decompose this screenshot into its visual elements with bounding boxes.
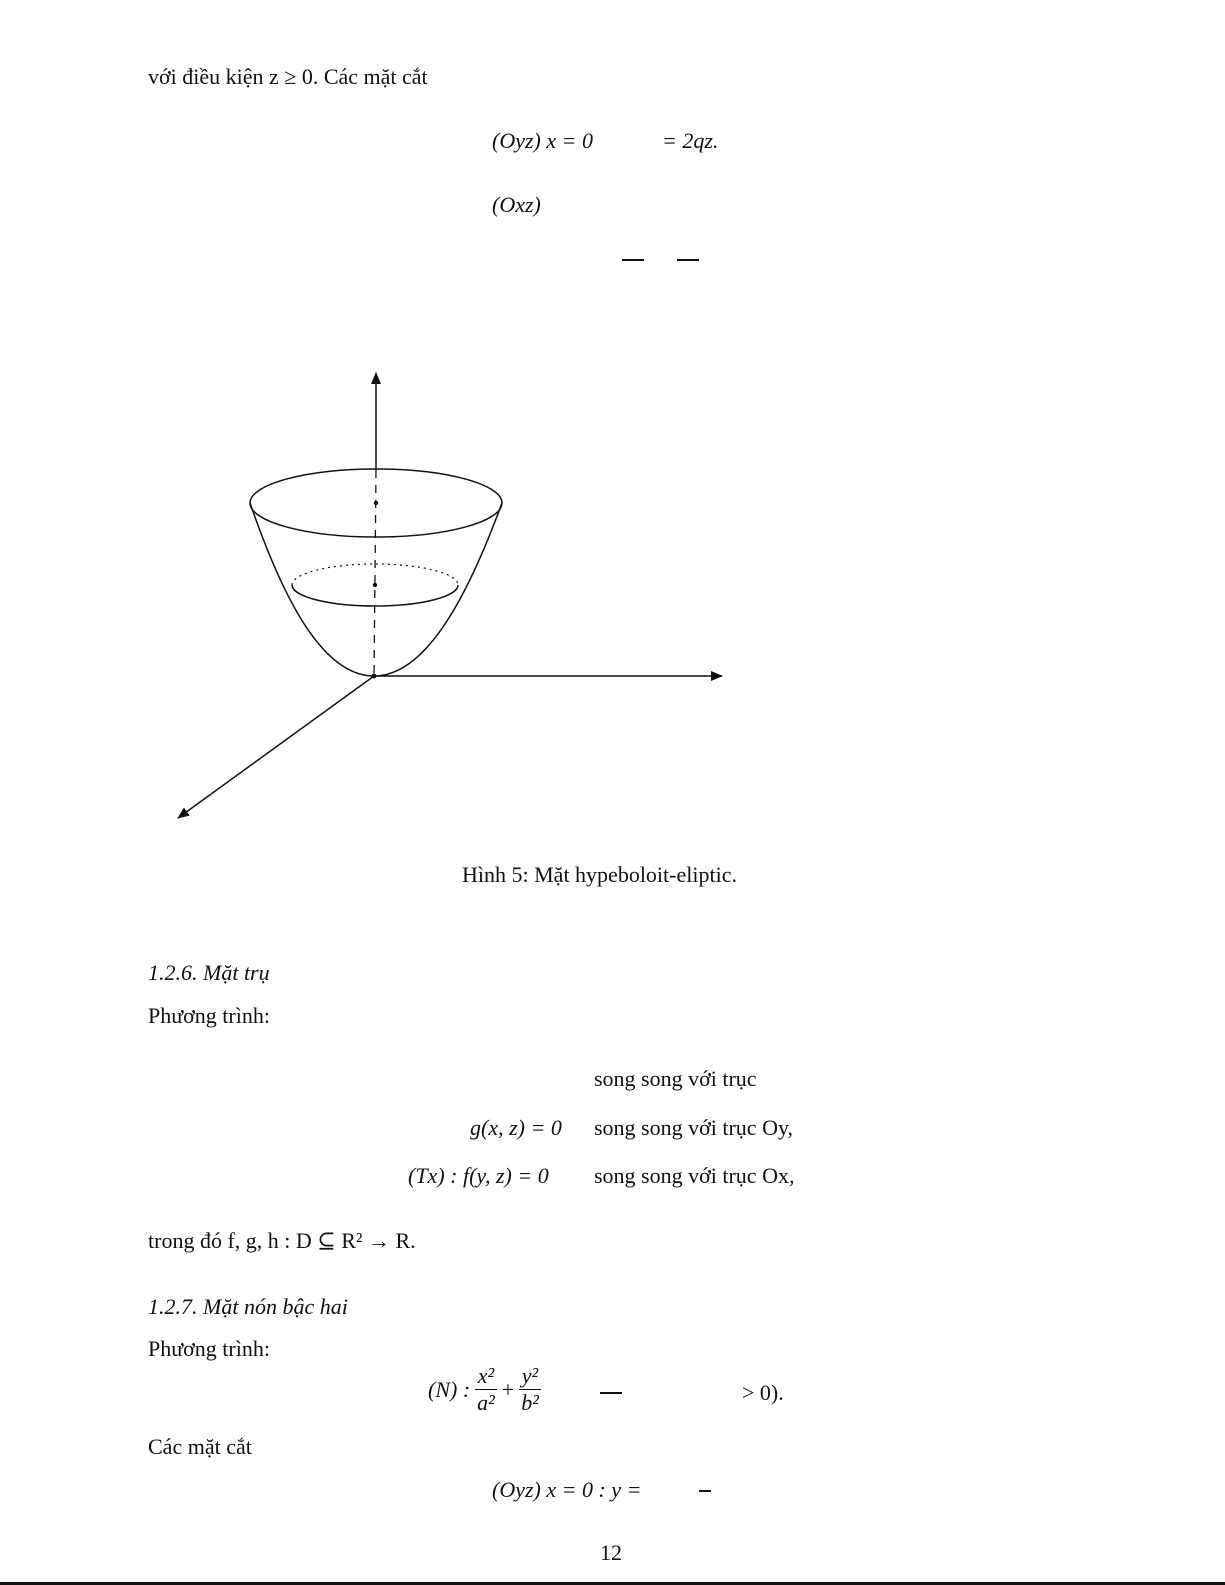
fraction-x [474, 1363, 498, 1416]
cone-equation [428, 1363, 546, 1416]
cyl-line3-rhs: song song với trục Ox, [594, 1163, 795, 1188]
page-number: 12 [600, 1540, 622, 1565]
fraction-y [518, 1363, 542, 1416]
rim-center-point [374, 501, 378, 505]
cyl-line1: song song với trục [594, 1066, 757, 1091]
section-heading-127: 1.2.7. Mặt nón bậc hai [148, 1294, 348, 1319]
section-oyz-rhs: = 2qz. [662, 128, 719, 153]
section-oyz: (Oyz) x = 0 [492, 128, 593, 153]
cuts-label: Các mặt cắt [148, 1434, 252, 1459]
section-oxz: (Oxz) [492, 192, 541, 217]
eq-label-127: Phương trình: [148, 1336, 270, 1361]
minus-sign [699, 1490, 711, 1492]
cone-lhs: (N) : [428, 1376, 471, 1402]
fraction-y-den: b² [521, 1390, 539, 1415]
cyl-line3-lhs: (Tx) : f(y, z) = 0 [408, 1163, 549, 1188]
section-heading-126: 1.2.6. Mặt trụ [148, 960, 270, 985]
cyl-line2-rhs: song song với trục Oy, [594, 1115, 794, 1140]
where-line: trong đó f, g, h : D ⊆ R² → R. [148, 1228, 416, 1253]
cyl-line2-lhs: g(x, z) = 0 [470, 1115, 562, 1140]
intro-line: với điều kiện z ≥ 0. Các mặt cắt [148, 64, 428, 89]
section-center-point [373, 583, 377, 587]
fraction-x-den: a² [477, 1390, 495, 1415]
plus-sign: + [501, 1376, 515, 1402]
fraction-x-num: x² [475, 1363, 497, 1390]
x-axis [178, 676, 374, 818]
figure-caption: Hình 5: Mặt hypeboloit-eliptic. [462, 862, 737, 887]
fraction-y-num: y² [519, 1363, 541, 1390]
cone-tail: > 0). [742, 1380, 784, 1405]
minus-sign [600, 1392, 622, 1394]
eq-label-126: Phương trình: [148, 1003, 270, 1028]
cone-section-oyz: (Oyz) x = 0 : y = [492, 1477, 642, 1502]
paraboloid-profile [250, 503, 502, 676]
origin-point [372, 674, 377, 679]
